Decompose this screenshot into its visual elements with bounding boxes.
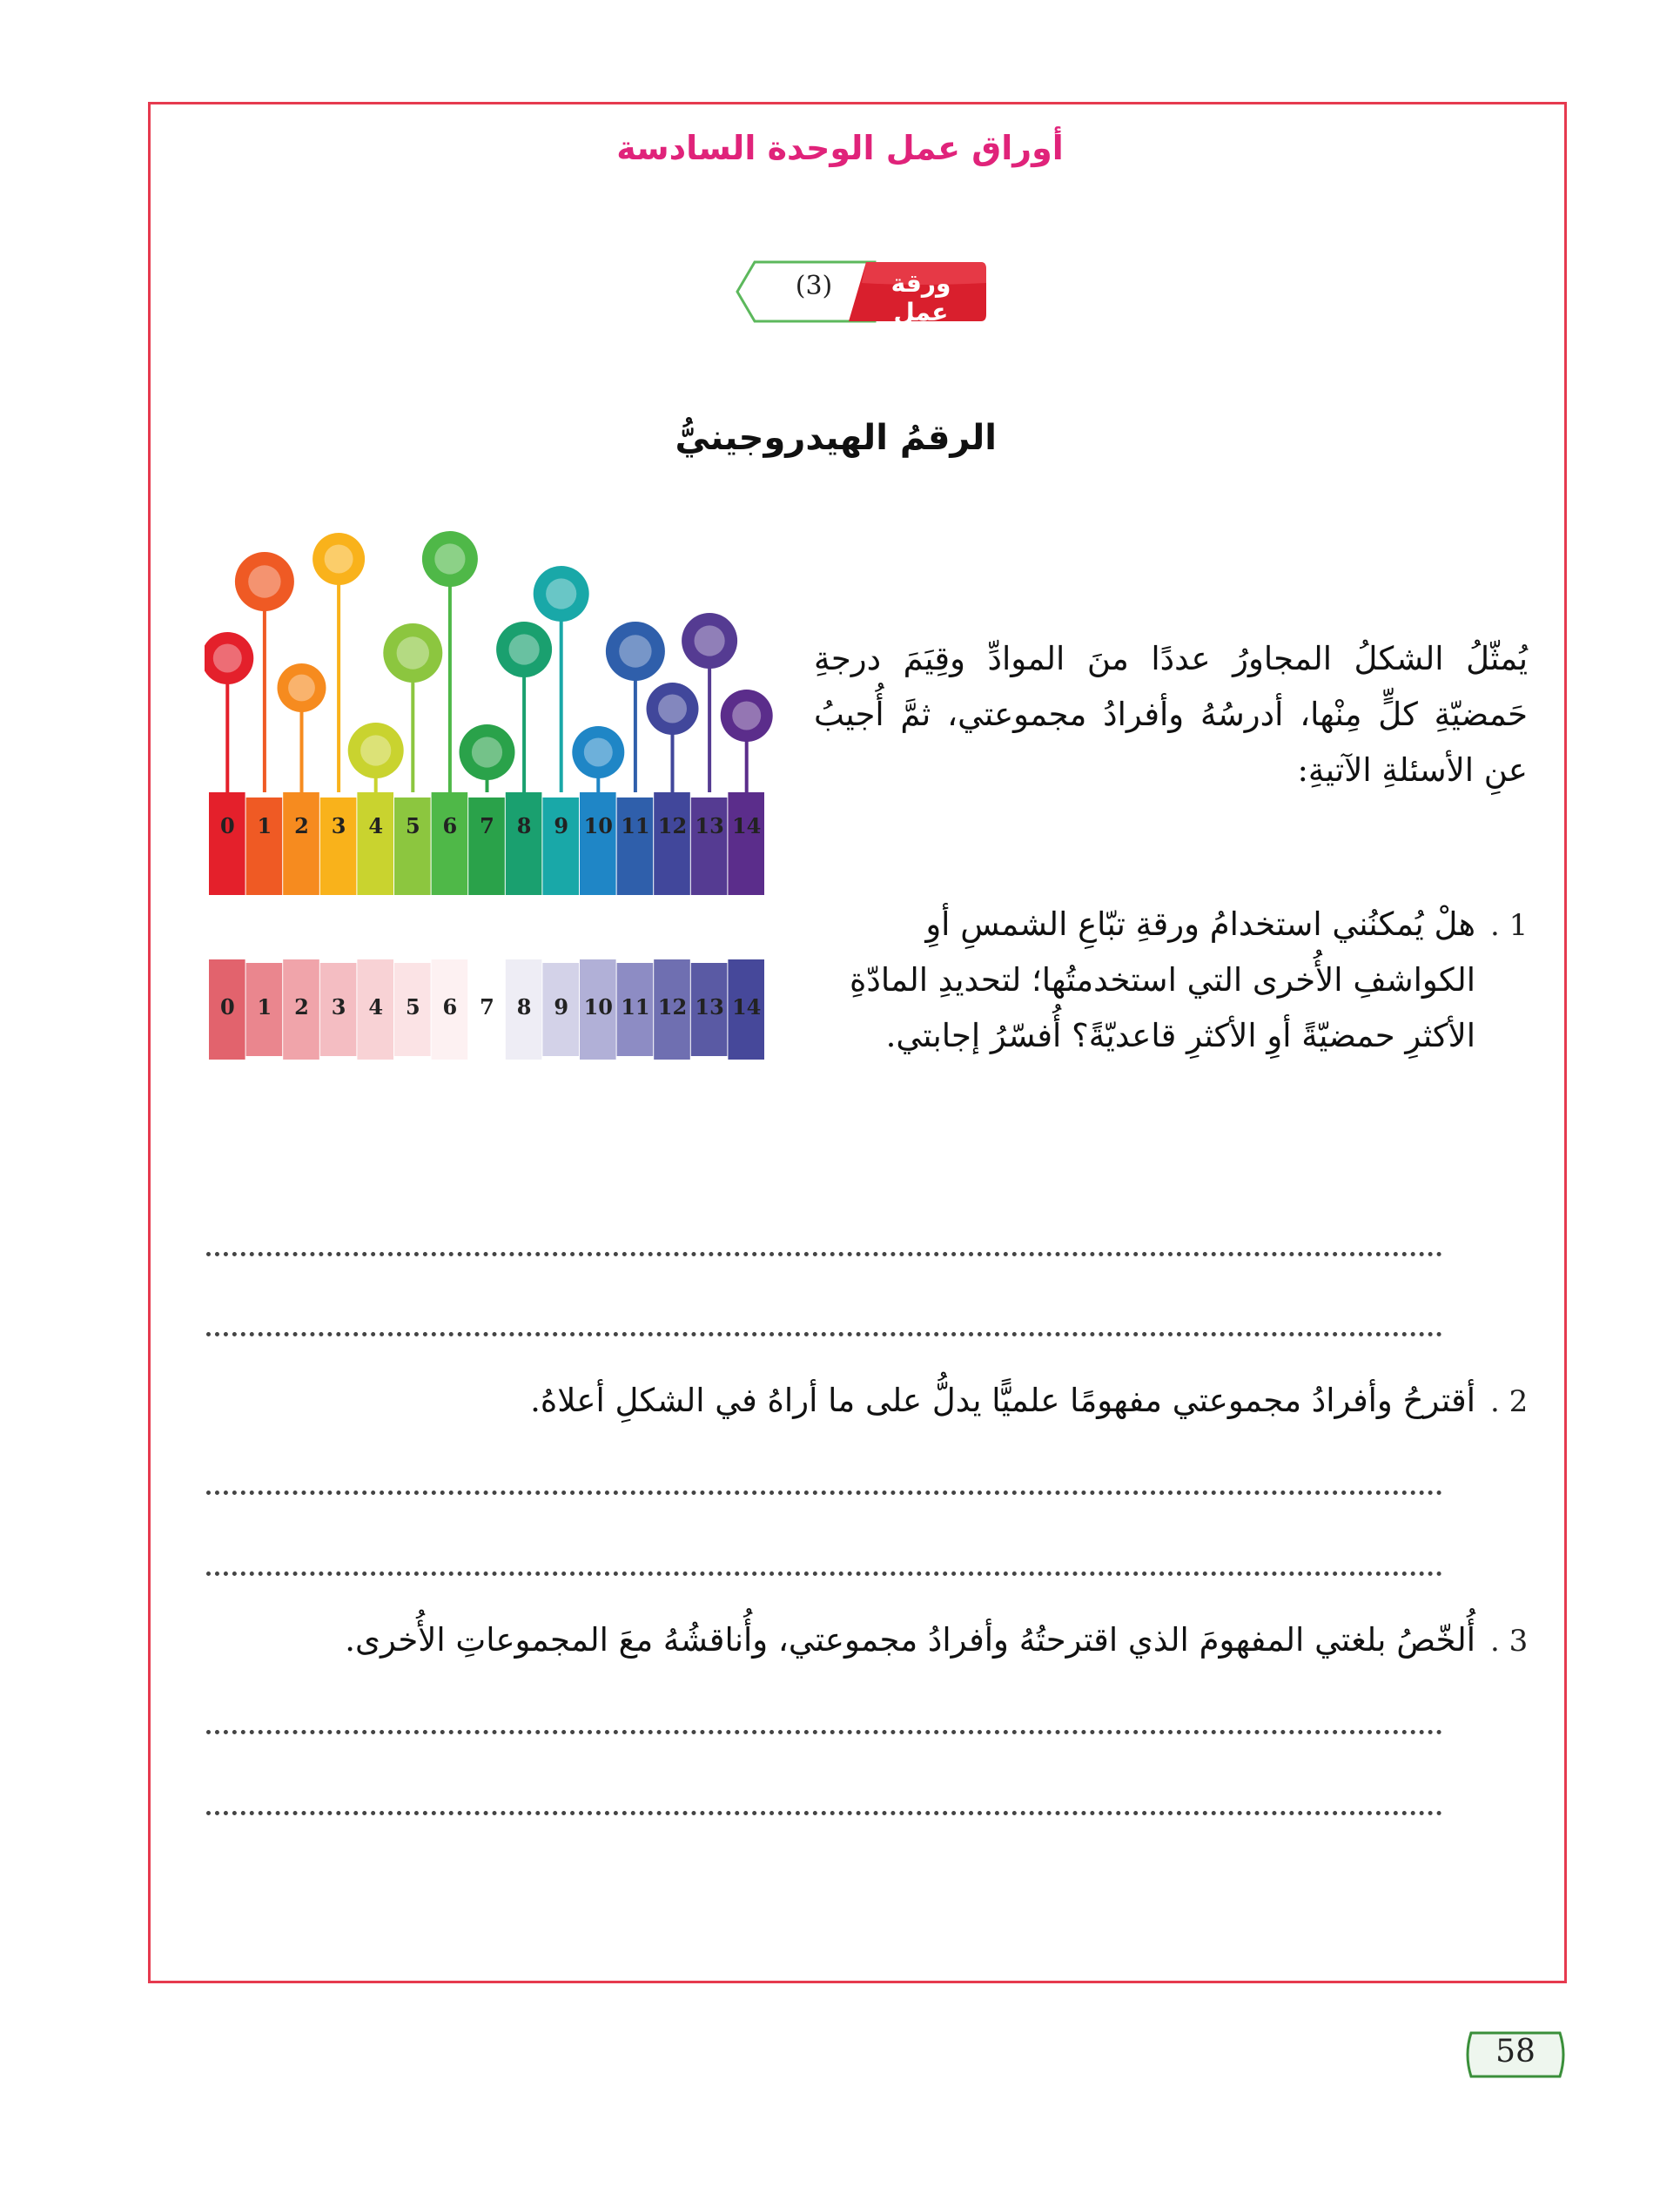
question-2-text: أقترحُ وأفرادُ مجموعتي مفهومًا علميًّا يدلُّ على ما أراهُ في الشكلِ أعلاهُ. bbox=[530, 1382, 1475, 1419]
ph-bar bbox=[728, 792, 764, 895]
question-3-number: . 3 bbox=[1490, 1624, 1529, 1659]
ph-bar bbox=[542, 798, 579, 895]
icon-highlight bbox=[732, 702, 761, 730]
ph-pale-label: 4 bbox=[368, 994, 384, 1020]
ph-bar bbox=[394, 798, 431, 895]
badge-label: ورقة عمل bbox=[890, 269, 951, 326]
worksheet-badge bbox=[736, 257, 988, 326]
ph-pale-label: 5 bbox=[405, 994, 420, 1020]
ph-label: 3 bbox=[331, 813, 346, 838]
ph-bar bbox=[246, 798, 283, 895]
ph-label: 7 bbox=[480, 813, 494, 838]
icon-highlight bbox=[325, 545, 353, 574]
ph-label: 4 bbox=[368, 813, 384, 838]
ph-pale-label: 6 bbox=[442, 994, 458, 1020]
answer-line[interactable] bbox=[206, 1332, 1442, 1336]
icon-highlight bbox=[248, 565, 280, 597]
ph-pale-label: 9 bbox=[554, 994, 569, 1020]
ph-pale-label: 3 bbox=[331, 994, 346, 1020]
ph-bar bbox=[320, 798, 357, 895]
ph-label: 2 bbox=[294, 813, 309, 838]
ph-pale-label: 8 bbox=[516, 994, 532, 1020]
question-1-text: هلْ يُمكنُني استخدامُ ورقةِ تبّاعِ الشمسِ أوِ الكواشفِ الأُخرى التي استخدمتُها؛ لتحديدِ المادّةِ الأكثرِ حمضيّةً أوِ الأكثرِ قاعديّةً؟ أُفسّرُ إجابتي. bbox=[849, 905, 1475, 1054]
ph-label: 0 bbox=[219, 813, 235, 838]
icon-highlight bbox=[434, 543, 465, 574]
ph-label: 5 bbox=[405, 813, 420, 838]
icon-highlight bbox=[360, 735, 391, 765]
ph-pale-label: 1 bbox=[257, 994, 272, 1020]
ph-bar bbox=[468, 798, 505, 895]
answer-line[interactable] bbox=[206, 1730, 1442, 1734]
ph-bar bbox=[617, 798, 654, 895]
ph-bar bbox=[691, 798, 728, 895]
ph-label: 11 bbox=[621, 813, 650, 838]
topic-title: الرقمُ الهيدروجينيُّ bbox=[675, 418, 997, 458]
question-3-text: أُلخّصُ بلغتي المفهومَ الذي اقترحتُهُ وأفرادُ مجموعتي، وأُناقشُهُ معَ المجموعاتِ الأُخرى. bbox=[345, 1621, 1475, 1659]
answer-line[interactable] bbox=[206, 1491, 1442, 1495]
ph-pale-label: 10 bbox=[583, 994, 614, 1020]
ph-label: 12 bbox=[657, 813, 688, 838]
icon-highlight bbox=[619, 635, 651, 667]
ph-label: 8 bbox=[516, 813, 532, 838]
ph-label: 9 bbox=[554, 813, 569, 838]
icon-highlight bbox=[213, 644, 242, 673]
ph-bar bbox=[506, 792, 542, 895]
ph-bar bbox=[432, 792, 468, 895]
ph-bar bbox=[209, 792, 245, 895]
answer-line[interactable] bbox=[206, 1571, 1442, 1576]
ph-bar bbox=[283, 792, 319, 895]
ph-label: 13 bbox=[695, 813, 724, 838]
icon-highlight bbox=[288, 675, 315, 702]
icon-highlight bbox=[658, 695, 687, 723]
ph-scale-graphic bbox=[205, 531, 775, 1071]
ph-pale-label: 13 bbox=[695, 994, 724, 1020]
icon-highlight bbox=[397, 636, 429, 669]
worksheet-number: (3) bbox=[795, 271, 833, 301]
ph-pale-label: 12 bbox=[657, 994, 688, 1020]
question-1-number: . 1 bbox=[1490, 908, 1529, 943]
ph-label: 1 bbox=[257, 813, 272, 838]
ph-pale-label: 11 bbox=[621, 994, 650, 1020]
answer-line[interactable] bbox=[206, 1252, 1442, 1256]
question-2-number: . 2 bbox=[1490, 1384, 1529, 1419]
ph-bar bbox=[357, 792, 393, 895]
icon-highlight bbox=[695, 625, 725, 656]
ph-label: 14 bbox=[731, 813, 762, 838]
icon-highlight bbox=[546, 578, 576, 609]
unit-title: أوراق عمل الوحدة السادسة bbox=[616, 129, 1064, 167]
answer-line[interactable] bbox=[206, 1811, 1442, 1815]
ph-label: 6 bbox=[442, 813, 458, 838]
ph-scale-figure bbox=[205, 531, 775, 1071]
intro-paragraph: يُمثّلُ الشكلُ المجاورُ عددًا منَ الموادِّ وقِيَمَ درجةِ حَمضيّةِ كلٍّ مِنْها، أدرسُهُ وأفرادُ مجموعتي، ثمَّ أُجيبُ عنِ الأسئلةِ الآتيةِ: bbox=[814, 640, 1528, 789]
icon-highlight bbox=[584, 738, 613, 767]
page-number: 58 bbox=[1495, 2034, 1536, 2069]
ph-pale-label: 0 bbox=[219, 994, 235, 1020]
icon-highlight bbox=[509, 634, 540, 664]
icon-highlight bbox=[472, 737, 502, 767]
ph-bar bbox=[580, 792, 616, 895]
ph-pale-label: 7 bbox=[480, 994, 494, 1020]
ph-label: 10 bbox=[583, 813, 614, 838]
ph-bar bbox=[654, 792, 690, 895]
ph-pale-label: 2 bbox=[294, 994, 309, 1020]
ph-pale-label: 14 bbox=[731, 994, 762, 1020]
